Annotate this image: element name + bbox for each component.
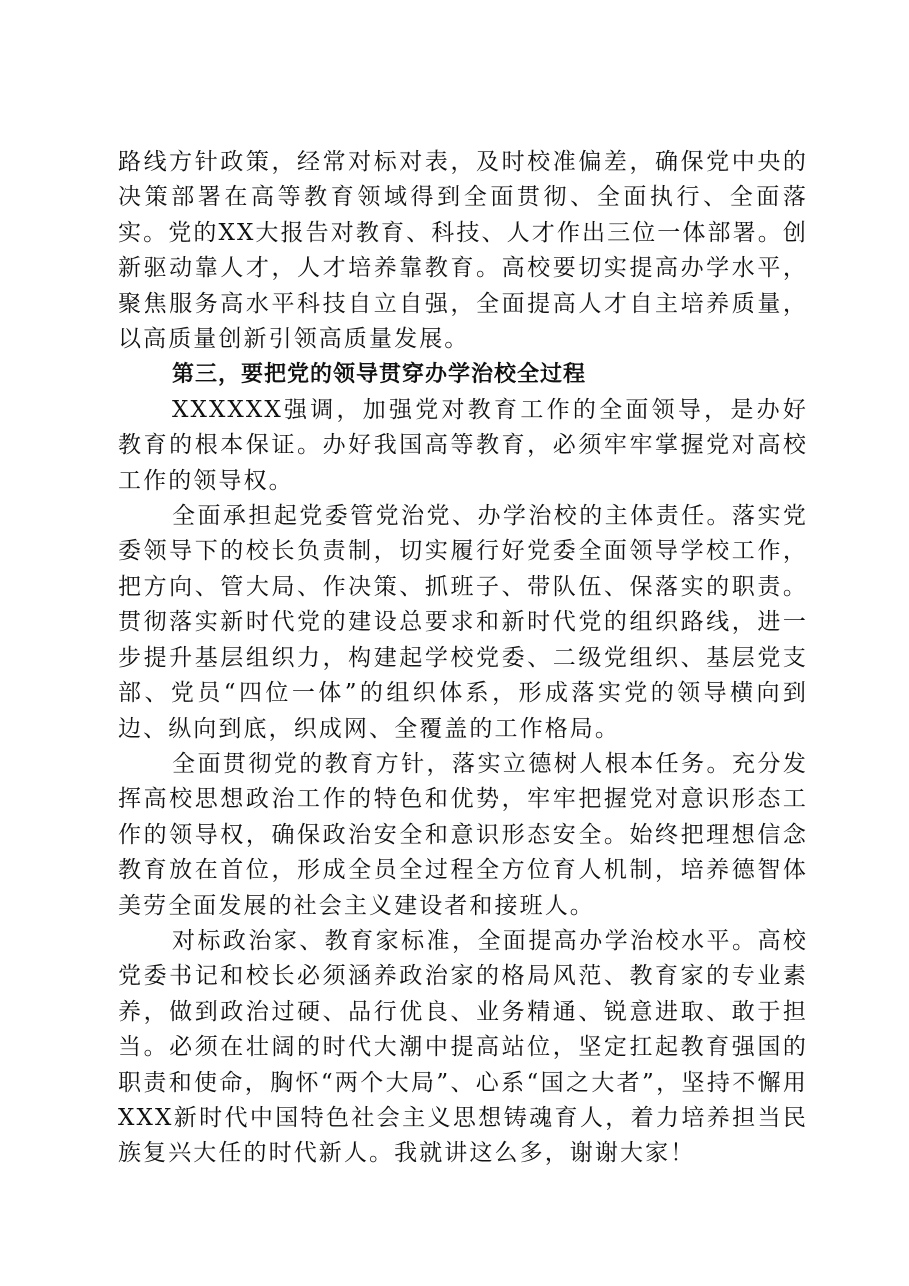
paragraph-party-leadership: XXXXXX强调，加强党对教育工作的全面领导，是办好教育的根本保证。办好我国高等教育，必须牢牢掌握党对高校工作的领导权。: [118, 396, 808, 494]
paragraph-policy-continuation: 路线方针政策，经常对标对表，及时校准偏差，确保党中央的决策部署在高等教育领域得到全面贯彻、全面执行、全面落实。党的XX大报告对教育、科技、人才作出三位一体部署。创新驱动靠人才，人才培养靠教育。高校要切实提高办学水平，聚焦服务高水平科技自立自强，全面提高人才自主培养质量，以高质量创新引领高质量发展。: [118, 149, 808, 353]
paragraph-education-policy: 全面贯彻党的教育方针，落实立德树人根本任务。充分发挥高校思想政治工作的特色和优势，牢牢把握党对意识形态工作的领导权，确保政治安全和意识形态安全。始终把理想信念教育放在首位，形成全员全过程全方位育人机制，培养德智体美劳全面发展的社会主义建设者和接班人。: [118, 750, 808, 919]
section-heading-third: 第三，要把党的领导贯穿办学治校全过程: [172, 362, 587, 388]
paragraph-standards-closing: 对标政治家、教育家标准，全面提高办学治校水平。高校党委书记和校长必须涵养政治家的格局风范、教育家的专业素养，做到政治过硬、品行优良、业务精通、锐意进取、敢于担当。必须在壮阔的时代大潮中提高站位，坚定扛起教育强国的职责和使命，胸怀“两个大局”、心系“国之大者”，坚持不懈用XXX新时代中国特色社会主义思想铸魂育人，着力培养担当民族复兴大任的时代新人。我就讲这么多，谢谢大家！: [118, 927, 808, 1167]
document-body: [118, 145, 808, 1172]
paragraph-main-responsibility: 全面承担起党委管党治党、办学治校的主体责任。落实党委领导下的校长负责制，切实履行好党委全面领导学校工作，把方向、管大局、作决策、抓班子、带队伍、保落实的职责。贯彻落实新时代党的建设总要求和新时代党的组织路线，进一步提升基层组织力，构建起学校党委、二级党组织、基层党支部、党员“四位一体”的组织体系，形成落实党的领导横向到边、纵向到底，织成网、全覆盖的工作格局。: [118, 503, 808, 742]
